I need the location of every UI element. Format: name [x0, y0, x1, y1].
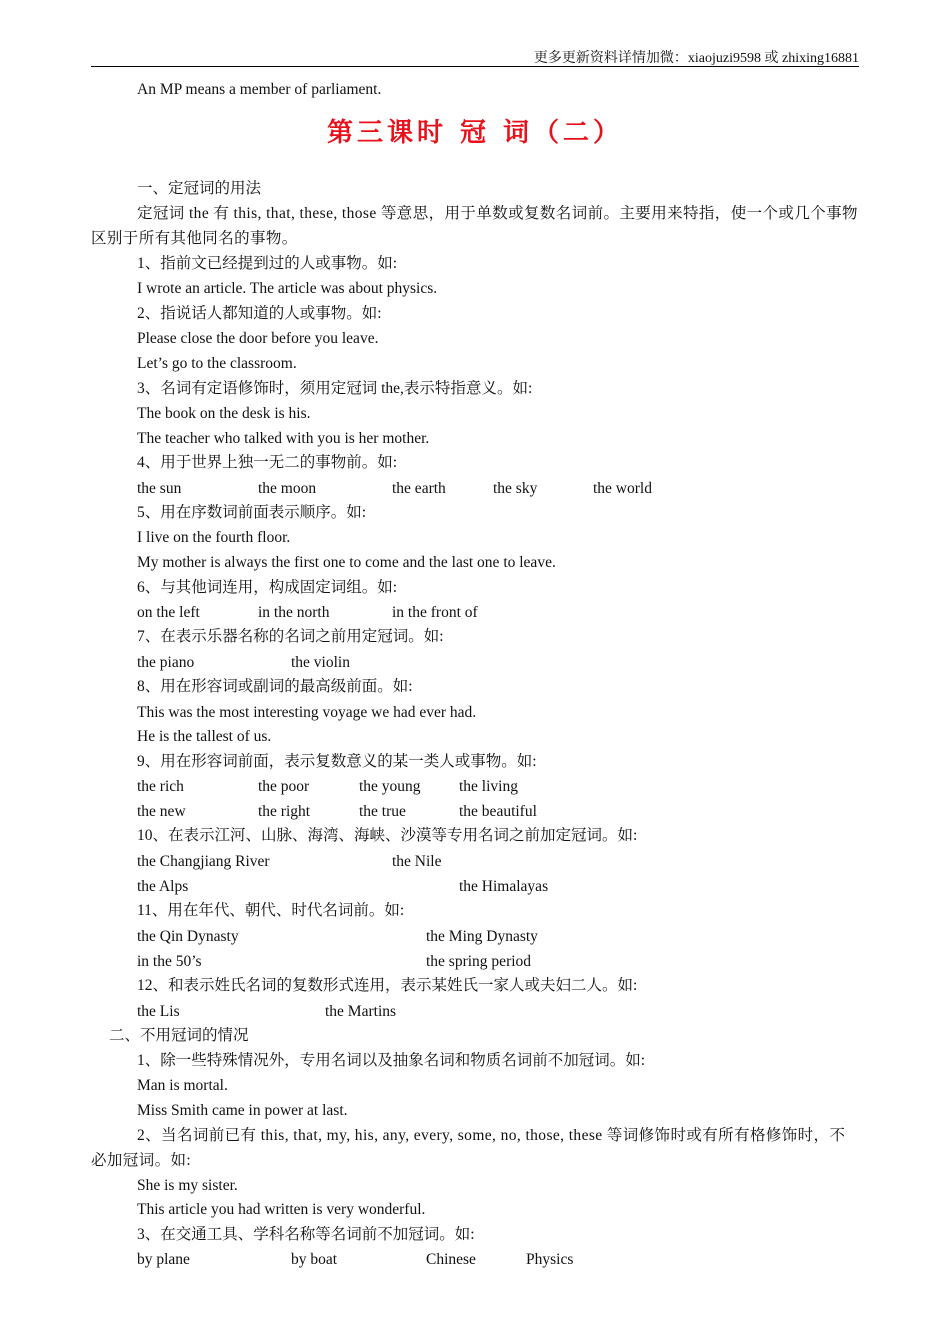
example-term: the living — [459, 778, 518, 795]
example-term: on the left — [137, 604, 200, 621]
example-sentence: Let’s go to the classroom. — [137, 355, 297, 372]
rule-text: 11、用在年代、朝代、时代名词前。如: — [137, 902, 405, 919]
example-term: the Alps — [137, 878, 189, 895]
example-sentence: I live on the fourth floor. — [137, 529, 291, 546]
example-term: in the 50’s — [137, 953, 202, 970]
example-term: the earth — [392, 480, 446, 497]
rule-text: 7、在表示乐器名称的名词之前用定冠词。如: — [137, 628, 444, 645]
example-sentence: Miss Smith came in power at last. — [137, 1102, 348, 1119]
example-term: the beautiful — [459, 803, 537, 820]
example-sentence: This article you had written is very wonderful. — [137, 1201, 426, 1218]
example-sentence: The teacher who talked with you is her mother. — [137, 430, 430, 447]
example-term: in the north — [258, 604, 330, 621]
page-title: 第三课时 冠 词（二） — [326, 118, 624, 148]
example-term: the Himalayas — [459, 878, 549, 895]
example-term: the new — [137, 803, 186, 820]
example-term: the sun — [137, 480, 182, 497]
example-term: the sky — [493, 480, 538, 497]
rule-text: 3、在交通工具、学科名称等名词前不加冠词。如: — [137, 1226, 475, 1243]
page-header: 更多更新资料详情加微：xiaojuzi9598 或 zhixing16881 — [533, 51, 859, 66]
rule-text: 4、用于世界上独一无二的事物前。如: — [137, 454, 398, 471]
example-term: Physics — [526, 1251, 574, 1268]
rule-text: 6、与其他词连用，构成固定词组。如: — [137, 579, 398, 596]
example-term: Chinese — [426, 1251, 476, 1268]
rule-text: 2、指说话人都知道的人或事物。如: — [137, 305, 382, 322]
rule-text: 2、当名词前已有 this, that, my, his, any, every, some, no, those, these 等词修饰时或有所有格修饰时，不必加冠词。如: — [91, 1127, 846, 1169]
example-sentence: I wrote an article. The article was about physics. — [137, 280, 438, 297]
example-term: the true — [359, 803, 406, 820]
rule-text: 9、用在形容词前面，表示复数意义的某一类人或事物。如: — [137, 753, 537, 770]
example-term: the young — [359, 778, 421, 795]
example-term: the Changjiang River — [137, 853, 270, 870]
example-term: the spring period — [426, 953, 532, 970]
example-term: the Qin Dynasty — [137, 928, 239, 945]
example-sentence: My mother is always the first one to come and the last one to leave. — [137, 554, 556, 571]
rule-text: 5、用在序数词前面表示顺序。如: — [137, 504, 367, 521]
example-term: in the front of — [392, 604, 478, 621]
example-term: the moon — [258, 480, 317, 497]
example-term: the right — [258, 803, 311, 820]
example-term: the Nile — [392, 853, 442, 870]
example-term: the poor — [258, 778, 310, 795]
example-sentence: She is my sister. — [137, 1177, 238, 1194]
example-sentence: He is the tallest of us. — [137, 728, 272, 745]
rule-text: 1、除一些特殊情况外，专用名词以及抽象名词和物质名词前不加冠词。如: — [137, 1052, 646, 1069]
example-term: the piano — [137, 654, 195, 671]
section-heading: 二、不用冠词的情况 — [109, 1027, 249, 1044]
rule-text: 8、用在形容词或副词的最高级前面。如: — [137, 678, 413, 695]
example-term: the Lis — [137, 1003, 180, 1020]
example-term: the violin — [291, 654, 350, 671]
rule-text: 3、名词有定语修饰时，须用定冠词 the,表示特指意义。如: — [137, 380, 533, 397]
example-sentence: Please close the door before you leave. — [137, 330, 379, 347]
section-heading: 一、定冠词的用法 — [137, 180, 262, 197]
rule-text: 10、在表示江河、山脉、海湾、海峡、沙漠等专用名词之前加定冠词。如: — [137, 827, 638, 844]
example-term: by boat — [291, 1251, 338, 1268]
example-term: the world — [593, 480, 652, 497]
rule-text: 12、和表示姓氏名词的复数形式连用，表示某姓氏一家人或夫妇二人。如: — [137, 977, 638, 994]
example-term: the rich — [137, 778, 184, 795]
example-term: the Martins — [325, 1003, 397, 1020]
header-divider — [91, 66, 859, 67]
intro-paragraph: 定冠词 the 有 this, that, these, those 等意思，用于单数或复数名词前。主要用来特指，使一个或几个事物区别于所有其他同名的事物。 — [91, 205, 858, 247]
example-term: the Ming Dynasty — [426, 928, 538, 945]
example-sentence: The book on the desk is his. — [137, 405, 311, 422]
example-sentence: This was the most interesting voyage we had ever had. — [137, 704, 477, 721]
intro-line: An MP means a member of parliament. — [137, 81, 382, 98]
rule-text: 1、指前文已经提到过的人或事物。如: — [137, 255, 398, 272]
example-term: by plane — [137, 1251, 190, 1268]
example-sentence: Man is mortal. — [137, 1077, 228, 1094]
